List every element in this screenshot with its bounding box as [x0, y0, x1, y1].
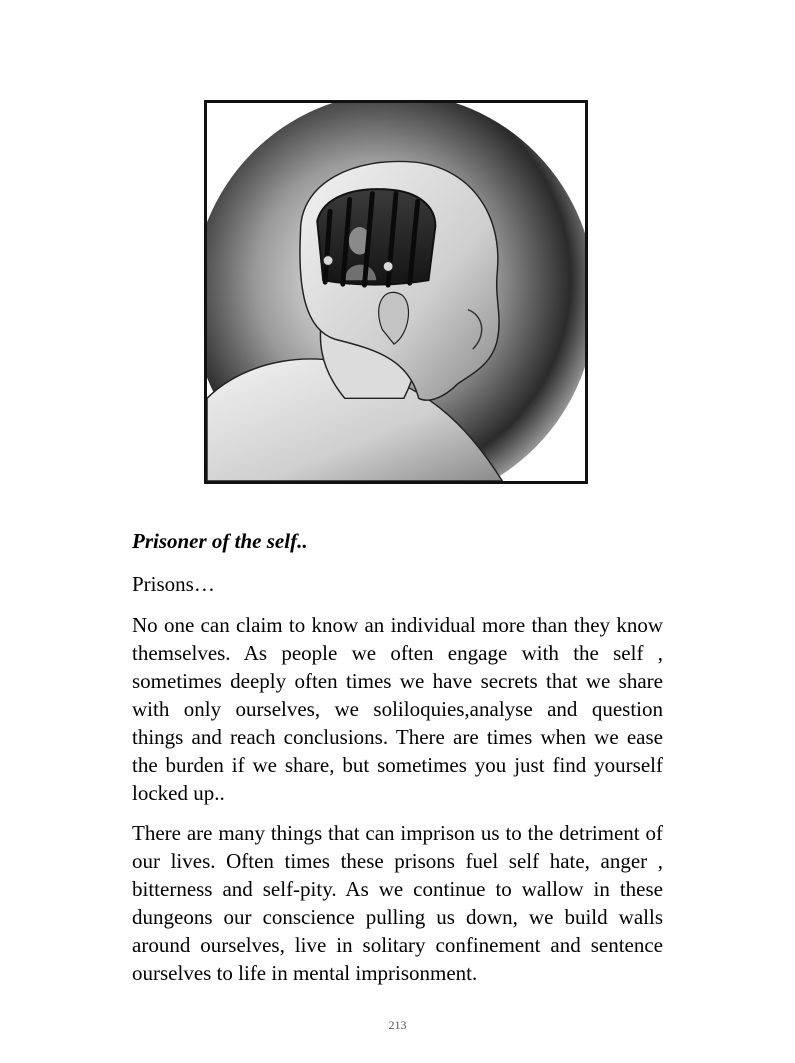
prisoner-hand-right [383, 261, 393, 271]
page-number: 213 [388, 1018, 407, 1032]
section-title: Prisoner of the self.. [132, 529, 308, 553]
paragraph-1: No one can claim to know an individual more than they know themselves. As people we often engage with the self , sometimes deeply often times we have secrets that we share with only ourselves, we soliloquies,analyse and question things and reach conclusions. There are times when we ease the burden if we share, but sometimes you just find yourself locked up.. [132, 613, 663, 805]
prisoner-hand-left [323, 256, 333, 266]
prisoner-head-illustration [204, 100, 588, 484]
section-subtitle: Prisons… [132, 572, 215, 596]
paragraph-2: There are many things that can imprison us to the detriment of our lives. Often times these prisons fuel self hate, anger , bitterness and self-pity. As we continue to wallow in these dungeons our conscience pulling us down, we build walls around ourselves, live in solitary confinement and sentence ourselves to life in mental imprisonment. [132, 821, 663, 985]
